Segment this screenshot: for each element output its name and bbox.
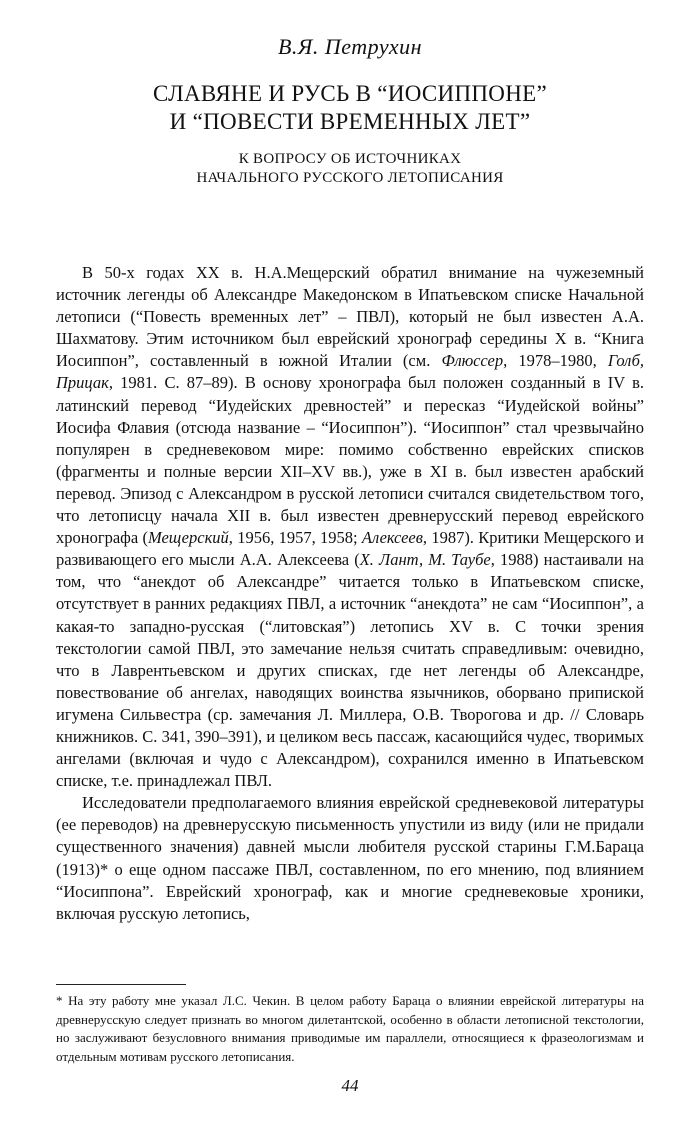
text-segment: , 1987). Критики Мещерского и развивающего его мысли А.А. Алексеева (	[56, 528, 644, 570]
text-segment: , 1988) настаивали на том, что “анекдот об Александре” читается только в Ипатьевском списке, отсутствует в ранних редакциях ПВЛ, а источник “анекдота” не сам “Иосиппон”, а какая-то западно-русская (“литовская”) летопись XV в. С точки зрения текстологии самой ПВЛ, это замечание нельзя считать справедливым: очевидно, что в Лаврентьевском и других списках, где нет легенды об Александре, повествование об ангелах, наводящих воинства язычников, оборвано припиской игумена Сильвестра (ср. замечания Л. Миллера, О.В. Творогова и др. // Словарь книжников. С. 341, 390–391), и целиком весь пассаж, касающийся чудес, творимых ангелами (включая и чудо с Александром), сохранился именно в Ипатьевском списке, т.е. принадлежал ПВЛ.	[56, 550, 644, 791]
citation-author: Мещерский	[147, 528, 229, 548]
page	[56, 0, 644, 1129]
page-number: 44	[341, 1076, 359, 1095]
citation-author: Флюссер	[441, 351, 504, 371]
text-segment: , 1978–1980,	[503, 351, 608, 371]
citation-author: Х. Лант, М. Таубе	[359, 550, 491, 570]
footnote-divider	[56, 984, 186, 985]
article-subtitle	[56, 150, 644, 188]
text-segment: В 50-х годах XX в. Н.А.Мещерский обратил внимание на чужеземный источник легенды об Александре Македонском в Ипатьевском списке Начальной летописи (“Повесть временных лет” – ПВЛ), который не был известен А.А. Шахматову. Этим источником был еврейский хронограф середины X в. “Книга Иосиппон”, составленный в южной Италии (см.	[56, 263, 644, 371]
citation-author: Голб, Прицак	[56, 351, 645, 393]
author-name: В.Я. Петрухин	[277, 34, 422, 59]
body-paragraph	[56, 262, 644, 792]
title-line-1: СЛАВЯНЕ И РУСЬ В “ИОСИППОНЕ”	[153, 81, 547, 106]
subtitle-line-2: НАЧАЛЬНОГО РУССКОГО ЛЕТОПИСАНИЯ	[196, 170, 504, 186]
subtitle-line-1: К ВОПРОСУ ОБ ИСТОЧНИКАХ	[238, 151, 462, 167]
text-segment: , 1981. С. 87–89). В основу хронографа был положен созданный в IV в. латинский перевод “Иудейских древностей” и пересказ “Иудейской войны” Иосифа Флавия (отсюда название – “Иосиппон”). “Иосиппон” стал чрезвычайно популярен в средневековом мире: помимо собственно еврейских списков (фрагменты и полные версии XII–XV вв.), уже в XI в. был известен арабский перевод. Эпизод с Александром в русской летописи считался свидетельством того, что летописцу начала XII в. был известен древнерусский перевод еврейского хронографа (	[56, 373, 644, 548]
text-segment: Исследователи предполагаемого влияния еврейской средневековой литературы (ее переводов) на древнерусскую письменность упустили из виду (или не придали существенного значения) давней мысли любителя русской старины Г.М.Бараца (1913)* о еще одном пассаже ПВЛ, составленном, по его мнению, под влиянием “Иосиппона”. Еврейский хронограф, как и многие средневековые хроники, включая русскую летопись,	[56, 793, 644, 923]
body-paragraph	[56, 792, 644, 925]
body-text	[56, 262, 644, 925]
text-segment: , 1956, 1957, 1958;	[228, 528, 362, 548]
footnote: * На эту работу мне указал Л.С. Чекин. В целом работу Бараца о влиянии еврейской литературы на древнерусскую следует признать во многом дилетантской, особенно в области летописной текстологии, но заслуживают безусловного внимания приводимые им параллели, относящиеся к фразеологизмам и отдельным мотивам русского летописания.	[56, 993, 644, 1064]
article-title	[56, 80, 644, 136]
title-line-2: И “ПОВЕСТИ ВРЕМЕННЫХ ЛЕТ”	[169, 109, 531, 134]
citation-author: Алексеев	[361, 528, 423, 548]
